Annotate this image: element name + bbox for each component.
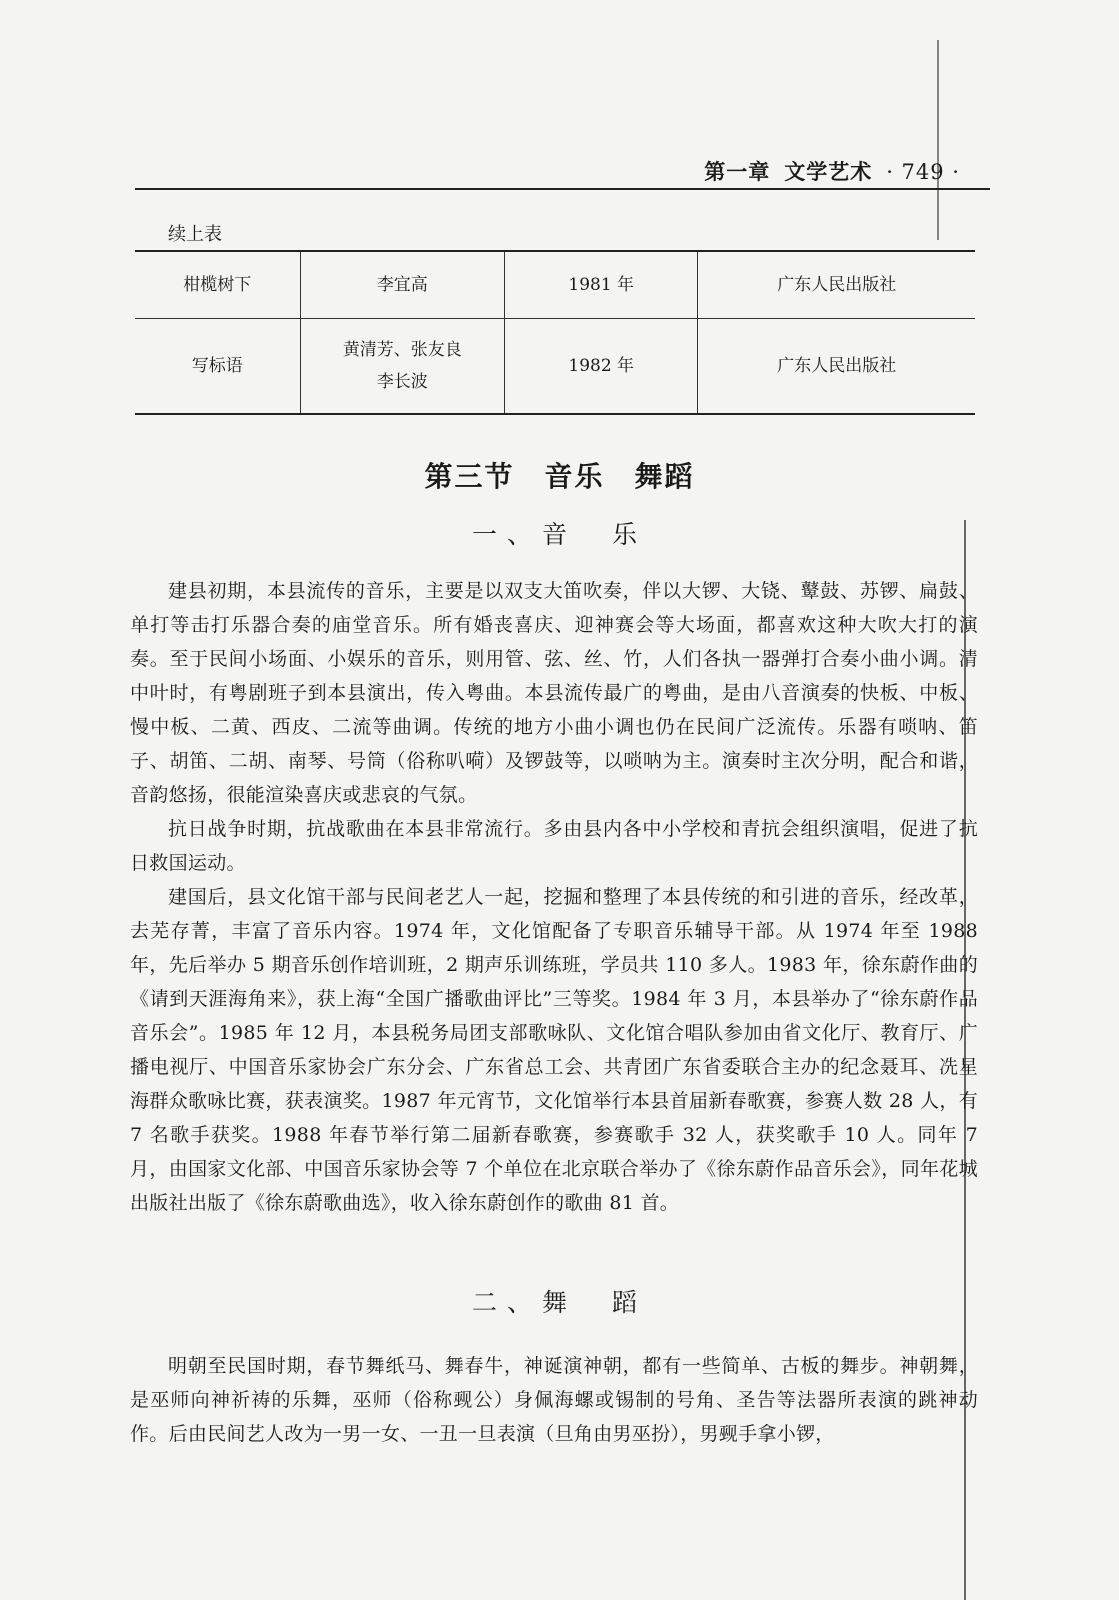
dance-body [130, 1349, 978, 1451]
author-cell: 黄清芳、张友良 李长波 [300, 319, 504, 415]
header-text [690, 156, 960, 186]
table-row [135, 251, 975, 319]
paragraph: 建县初期，本县流传的音乐，主要是以双支大笛吹奏，伴以大锣、大铙、鼙鼓、苏锣、扁鼓、单打等击打乐器合奏的庙堂音乐。所有婚丧喜庆、迎神赛会等大场面，都喜欢这种大吹大打的演奏。至于民间小场面、小娱乐的音乐，则用管、弦、丝、竹，人们各执一器弹打合奏小曲小调。清中叶时，有粤剧班子到本县演出，传入粤曲。本县流传最广的粤曲，是由八音演奏的快板、中板、慢中板、二黄、西皮、二流等曲调。传统的地方小曲小调也仍在民间广泛流传。乐器有唢呐、笛子、胡笛、二胡、南琴、号筒（俗称叭嗬）及锣鼓等，以唢呐为主。演奏时主次分明，配合和谐，音韵悠扬，很能渲染喜庆或悲哀的气氛。 [130, 580, 978, 806]
dance-heading: 二、舞 蹈 [471, 1288, 647, 1317]
scan-edge-line [937, 40, 939, 240]
chapter-label: 第一章 [704, 160, 771, 184]
running-header [135, 150, 990, 190]
paragraph: 建国后，县文化馆干部与民间老艺人一起，挖掘和整理了本县传统的和引进的音乐，经改革，去芜存菁，丰富了音乐内容。1974 年，文化馆配备了专职音乐辅导干部。从 1974 年至 1988 年，先后举办 5 期音乐创作培训班，2 期声乐训练班，学员共 110 多人。1983 年，徐东蔚作曲的《请到天涯海角来》，获上海“全国广播歌曲评比”三等奖。1984 年 3 月，本县举办了“徐东蔚作品音乐会”。1985 年 12 月，本县税务局团支部歌咏队、文化馆合唱队参加由省文化厅、教育厅、广播电视厅、中国音乐家协会广东分会、广东省总工会、共青团广东省委联合主办的纪念聂耳、冼星海群众歌咏比赛，获表演奖。1987 年元宵节，文化馆举行本县首届新春歌赛，参赛人数 28 人，有 7 名歌手获奖。1988 年春节举行第二届新春歌赛，参赛歌手 32 人，获奖歌手 10 人。同年 7 月，由国家文化部、中国音乐家协会等 7 个单位在北京联合举办了《徐东蔚作品音乐会》，同年花城出版社出版了《徐东蔚歌曲选》，收入徐东蔚创作的歌曲 81 首。 [130, 886, 978, 1214]
music-body [130, 574, 978, 1220]
table-caption: 续上表 [168, 224, 222, 245]
table-row [135, 319, 975, 415]
section-title: 第三节 音乐 舞蹈 [424, 460, 695, 493]
paragraph: 抗日战争时期，抗战歌曲在本县非常流行。多由县内各中小学校和青抗会组织演唱，促进了抗日救国运动。 [130, 818, 978, 874]
work-title-cell: 写标语 [135, 319, 300, 415]
chapter-title: 文学艺术 [784, 160, 873, 184]
year-cell: 1981 年 [505, 251, 698, 319]
page-number: · 749 · [886, 160, 960, 184]
works-table [135, 250, 975, 415]
publisher-cell: 广东人民出版社 [698, 319, 975, 415]
work-title-cell: 柑榄树下 [183, 275, 252, 295]
paragraph: 明朝至民国时期，春节舞纸马、舞春牛，神诞演神朝，都有一些简单、古板的舞步。神朝舞，是巫师向神祈祷的乐舞，巫师（俗称觋公）身佩海螺或锡制的号角、圣告等法器所表演的跳神动作。后由民间艺人改为一男一女、一丑一旦表演（旦角由男巫扮），男觋手拿小锣， [130, 1355, 978, 1445]
author-cell: 李宜高 [300, 251, 504, 319]
year-cell: 1982 年 [505, 319, 698, 415]
music-heading: 一、音 乐 [471, 520, 647, 549]
publisher-cell: 广东人民出版社 [698, 251, 975, 319]
